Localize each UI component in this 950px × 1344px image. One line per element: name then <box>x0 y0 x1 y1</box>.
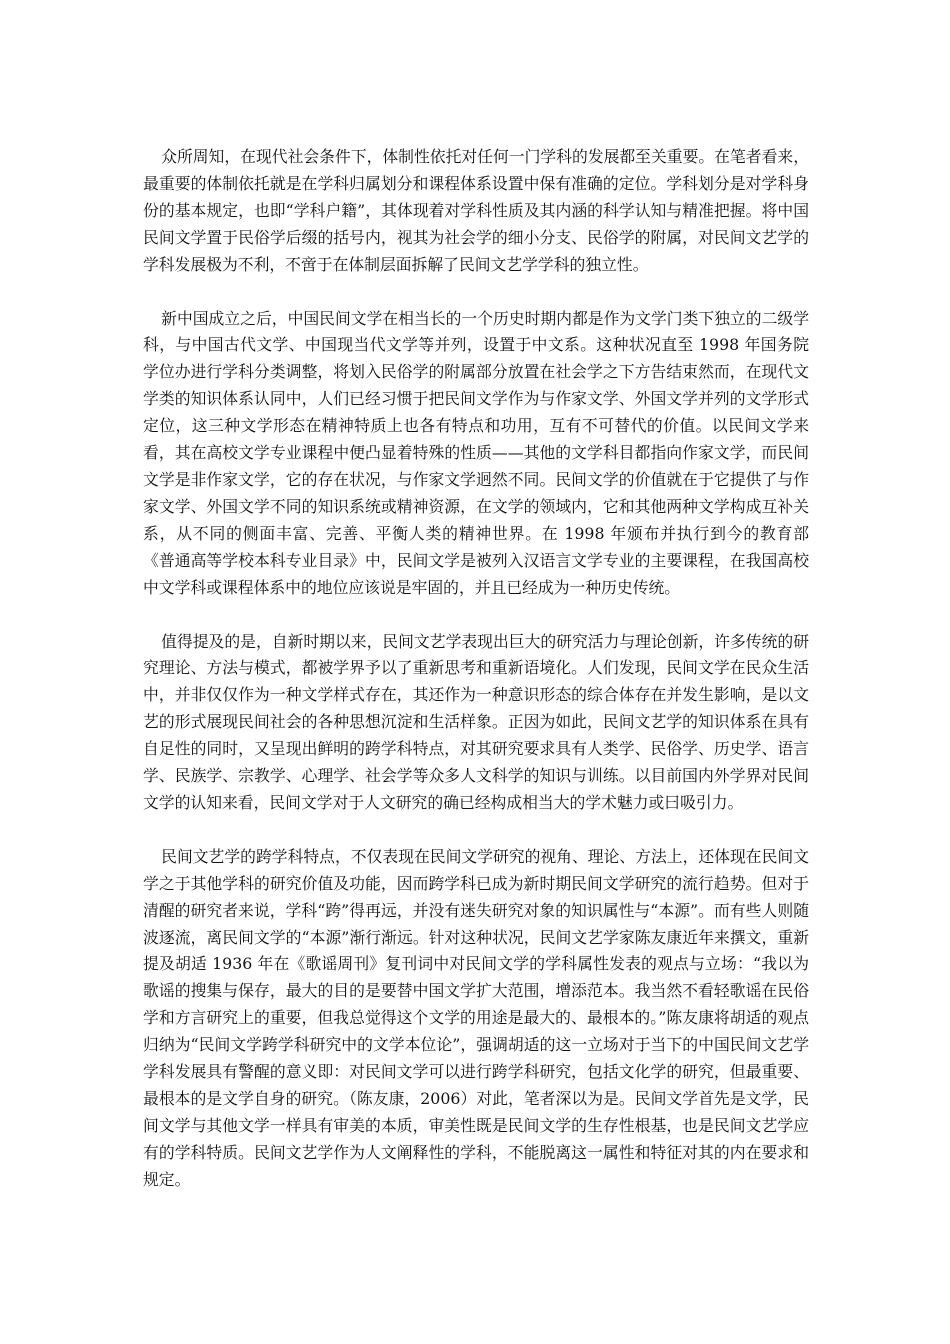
document-body <box>143 144 809 1221</box>
paragraph-2: 新中国成立之后，中国民间文学在相当长的一个历史时期内都是作为文学门类下独立的二级学科，与中国古代文学、中国现当代文学等并列，设置于中文系。这种状况直至 1998 年国务院学位办进行学科分类调整，将划入民俗学的附属部分放置在社会学之下方告结束然而，在现代文学类的知识体系认同中，人们已经习惯于把民间文学作为与作家文学、外国文学并列的文学形式定位，这三种文学形态在精神特质上也各有特点和功用，互有不可替代的价值。以民间文学来看，其在高校文学专业课程中便凸显着特殊的性质——其他的文学科目都指向作家文学，而民间文学是非作家文学，它的存在状况，与作家文学迥然不同。民间文学的价值就在于它提供了与作家文学、外国文学不同的知识系统或精神资源，在文学的领域内，它和其他两种文学构成互补关系，从不同的侧面丰富、完善、平衡人类的精神世界。在 1998 年颁布并执行到今的教育部《普通高等学校本科专业目录》中，民间文学是被列入汉语言文学专业的主要课程，在我国高校中文学科或课程体系中的地位应该说是牢固的，并且已经成为一种历史传统。 <box>143 308 809 597</box>
paragraph-1: 众所周知，在现代社会条件下，体制性依托对任何一门学科的发展都至关重要。在笔者看来，最重要的体制依托就是在学科归属划分和课程体系设置中保有准确的定位。学科划分是对学科身份的基本规定，也即“学科户籍”，其体现着对学科性质及其内涵的科学认知与精准把握。将中国民间文学置于民俗学后缀的括号内，视其为社会学的细小分支、民俗学的附属，对民间文艺学的学科发展极为不利，不啻于在体制层面拆解了民间文艺学学科的独立性。 <box>143 147 809 274</box>
paragraph-4: 民间文艺学的跨学科特点，不仅表现在民间文学研究的视角、理论、方法上，还体现在民间文学之于其他学科的研究价值及功能，因而跨学科已成为新时期民间文学研究的流行趋势。但对于清醒的研究者来说，学科“跨”得再远，并没有迷失研究对象的知识属性与“本源”。而有些人则随波逐流，离民间文学的“本源”渐行渐远。针对这种状况，民间文艺学家陈友康近年来撰文，重新提及胡适 1936 年在《歌谣周刊》复刊词中对民间文学的学科属性发表的观点与立场：“我以为歌谣的搜集与保存，最大的目的是要替中国文学扩大范围，增添范本。我当然不看轻歌谣在民俗学和方言研究上的重要，但我总觉得这个文学的用途是最大的、最根本的。”陈友康将胡适的观点归纳为“民间文学跨学科研究中的文学本位论”，强调胡适的这一立场对于当下的中国民间文艺学学科发展具有警醒的意义即：对民间文学可以进行跨学科研究，包括文化学的研究，但最重要、最根本的是文学自身的研究。（陈友康，2006）对此，笔者深以为是。民间文学首先是文学，民间文学与其他文学一样具有审美的本质，审美性既是民间文学的生存性根基，也是民间文艺学应有的学科特质。民间文艺学作为人文阐释性的学科，不能脱离这一属性和特征对其的内在要求和规定。 <box>143 846 809 1189</box>
paragraph-3: 值得提及的是，自新时期以来，民间文艺学表现出巨大的研究活力与理论创新，许多传统的研究理论、方法与模式，都被学界予以了重新思考和重新语境化。人们发现，民间文学在民众生活中，并非仅仅作为一种文学样式存在，其还作为一种意识形态的综合体存在并发生影响，是以文艺的形式展现民间社会的各种思想沉淀和生活样象。正因为如此，民间文艺学的知识体系在具有自足性的同时，又呈现出鲜明的跨学科特点，对其研究要求具有人类学、民俗学、历史学、语言学、民族学、宗教学、心理学、社会学等众多人文科学的知识与训练。以目前国内外学界对民间文学的认知来看，民间文学对于人文研究的确已经构成相当大的学术魅力或曰吸引力。 <box>143 631 809 812</box>
